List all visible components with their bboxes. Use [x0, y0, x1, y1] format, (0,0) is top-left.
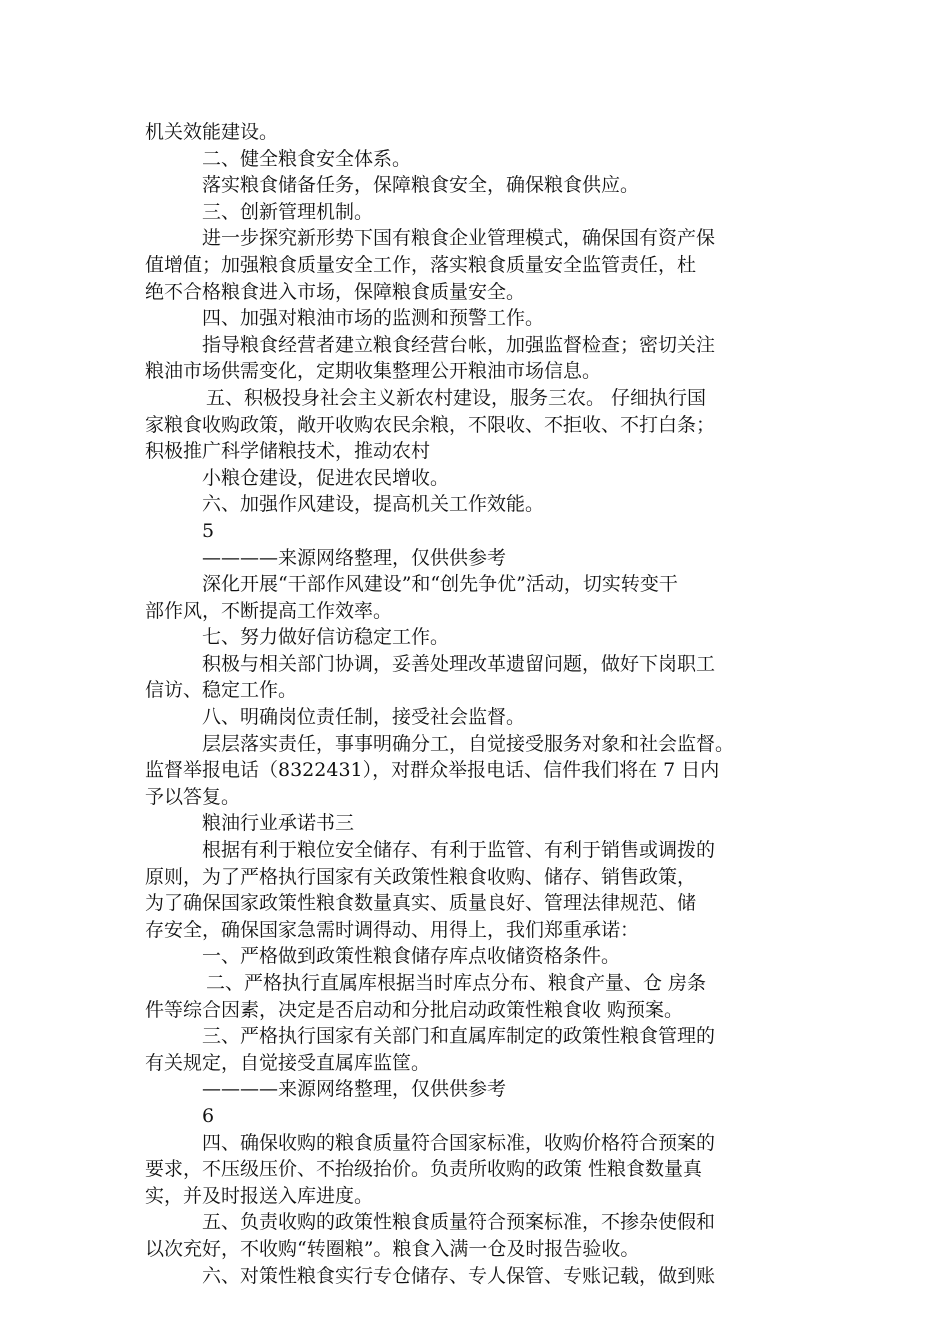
text-line: 四、确保收购的粮食质量符合国家标准，收购价格符合预案的 [202, 1131, 716, 1154]
text-line: 五、积极投身社会主义新农村建设，服务三农。 仔细执行国 [206, 386, 707, 409]
text-line: 积极与相关部门协调，妥善处理改革遗留问题，做好下岗职工 [202, 652, 716, 675]
text-line: 六、对策性粮食实行专仓储存、专人保管、专账记载，做到账 [202, 1264, 716, 1287]
text-line: 绝不合格粮食进入市场，保障粮食质量安全。 [145, 280, 526, 303]
text-line: 为了确保国家政策性粮食数量真实、质量良好、管理法律规范、储 [145, 892, 697, 915]
text-line: 指导粮食经营者建立粮食经营台帐，加强监督检查；密切关注 [202, 333, 716, 356]
text-line: 根据有利于粮位安全储存、有利于监管、有利于销售或调拨的 [202, 839, 716, 862]
text-line: 深化开展“干部作风建设”和“创先争优”活动，切实转变干 [202, 573, 678, 596]
text-line: 二、严格执行直属库根据当时库点分布、粮食产量、仓 房条 [206, 972, 707, 994]
text-line: 原则，为了严格执行国家有关政策性粮食收购、储存、销售政策， [145, 865, 697, 888]
text-line: 三、创新管理机制。 [202, 200, 374, 223]
text-line: 小粮仓建设，促进农民增收。 [202, 466, 450, 489]
text-line: 八、明确岗位责任制，接受社会监督。 [202, 706, 526, 729]
text-line: ————来源网络整理，仅供供参考 [202, 1078, 507, 1101]
text-line: 件等综合因素，决定是否启动和分批启动政策性粮食收 购预案。 [145, 998, 684, 1021]
text-line: 有关规定，自觉接受直属库监筐。 [145, 1051, 431, 1074]
text-line: 粮油市场供需变化，定期收集整理公开粮油市场信息。 [145, 360, 602, 383]
text-line: 以次充好，不收购“转圈粮”。粮食入满一仓及时报告验收。 [145, 1237, 640, 1260]
text-line: 5 [202, 519, 215, 542]
text-line: 粮油行业承诺书三 [202, 812, 355, 835]
text-line: 进一步探究新形势下国有粮食企业管理模式，确保国有资产保 [202, 227, 716, 250]
text-line: 存安全，确保国家急需时调得动、用得上，我们郑重承诺： [145, 918, 640, 941]
text-line: 六、加强作风建设，提高机关工作效能。 [202, 493, 545, 516]
text-line: 机关效能建设。 [145, 121, 279, 143]
text-line: 部作风，不断提高工作效率。 [145, 599, 393, 622]
text-line: 家粮食收购政策，敞开收购农民余粮，不限收、不拒收、不打白条； [145, 413, 716, 436]
text-line: 6 [202, 1104, 215, 1127]
text-line: 二、健全粮食安全体系。 [202, 147, 412, 170]
text-line: 三、严格执行国家有关部门和直属库制定的政策性粮食管理的 [202, 1025, 716, 1048]
document-body [145, 119, 825, 1289]
text-line: 实，并及时报送入库进度。 [145, 1184, 374, 1207]
text-line: 要求，不压级压价、不抬级抬价。负责所收购的政策 性粮食数量真 [145, 1158, 703, 1181]
text-line: 四、加强对粮油市场的监测和预警工作。 [202, 307, 545, 330]
text-line: 一、严格做到政策性粮食储存库点收储资格条件。 [202, 945, 621, 968]
text-line: 五、负责收购的政策性粮食质量符合预案标准，不掺杂使假和 [202, 1211, 716, 1234]
text-line: 监督举报电话（8322431），对群众举报电话、信件我们将在 7 日内 [145, 759, 720, 782]
text-line: 落实粮食储备任务，保障粮食安全，确保粮食供应。 [202, 174, 640, 197]
text-line: 予以答复。 [145, 785, 241, 808]
text-line: 信访、稳定工作。 [145, 679, 298, 702]
text-line: 值增值；加强粮食质量安全工作，落实粮食质量安全监管责任，杜 [145, 253, 697, 276]
text-line: ————来源网络整理，仅供供参考 [202, 546, 507, 569]
text-line: 层层落实责任，事事明确分工，自觉接受服务对象和社会监督。 [202, 732, 735, 755]
text-line: 七、努力做好信访稳定工作。 [202, 626, 450, 649]
text-line: 积极推广科学储粮技术，推动农村 [145, 440, 431, 463]
